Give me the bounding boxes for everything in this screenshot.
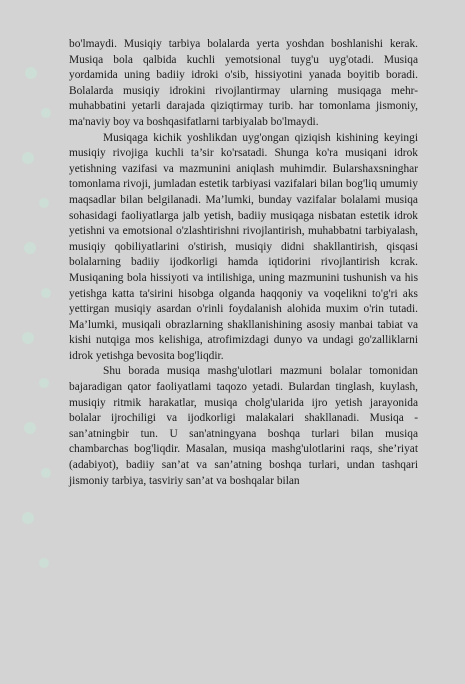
- paragraph-2: Musiqaga kichik yoshlikdan uyg'ongan qiziqish kishining keyingi musiqiy rivojiga kuchli ta’sir ko'rsatadi. Shunga ko'ra musiqani idrok yetishning vazifasi va mazmunini aniqlash muhimdir. Bularshaxsninghar tomonlama rivoji, jumladan estetik tarbiyasi vazifalari bilan bog'liq umumiy maqsadlar bilan belgilanadi. Ma’lumki, bunday vazifalar bolalami musiqa sohasidagi faoliyatlarga jalb yetish, badiiy musiqaga nisbatan estetik idrok yetishni va emotsional o'zlashtirishni rivojlantirish, muhabbatni tarbiyalash, musiqiy qobiliyatlarini o'stirish, musiqiy didni shakllantirish, qisqasi bolalarning badiiy ijodkorligi hamda iqtidorini rivojlantirish kcrak. Musiqaning bola hissiyoti va intilishiga, uning mazmunini tushunish va his yetishga katta ta'sirini hisobga olganda haqqoniy va voqelikni to'g'ri aks yettirgan musiqiy asardan o'rinli foydalanish alohida muxim o'rin tutadi. Ma’lumki, musiqali obrazlarning shakllanishining asosiy manbai tabiat va kishi nutqiga mos kelishiga, atrofimizdagi dunyo va undagi go'zalliklarni idrok yetishga bevosita bog'liqdir.: [69, 131, 418, 362]
- paragraph-1: bo'lmaydi. Musiqiy tarbiya bolalarda yerta yoshdan boshlanishi kerak. Musiqa bola qalbida kuchli yemotsional tuyg'u uyg'otadi. Musiqa yordamida uning badiiy idroki o'sib, hissiyotini yanada boyitib boradi. Bolalarda musiqiy idrokini rivojlantirmay ularning musiqaga mehr- muhabbatini yetarli darajada qiziqtirmay turib. har tomonlama jismoniy, ma'naviy boy va boshqasifatlarni tarbiyalab bo'lmaydi.: [69, 38, 418, 128]
- page-sheet: [0, 18, 465, 663]
- body-text: [69, 37, 418, 489]
- watermark-pattern: [6, 18, 66, 638]
- paragraph-3: Shu borada musiqa mashg'ulotlari mazmuni bolalar tomonidan bajaradigan qator faoliyatlami taqozo yetadi. Bulardan tinglash, kuylash, musiqiy ritmik harakatlar, musiqa cholg'ularida ijro yetish jarayonida bolalar ijrochiligi va ijodkorligi malakalari shakllanadi. Musiqa - san’atningbir tun. U san'atningyana boshqa turlari bilan musiqa chambarchas bog'liqdir. Masalan, musiqa mashg'ulotlarini raqs, she’riyat (adabiyot), badiiy san’at va san’atning boshqa turlari, undan tashqari jismoniy tarbiya, tasviriy san’at va boshqalar bilan: [69, 365, 418, 487]
